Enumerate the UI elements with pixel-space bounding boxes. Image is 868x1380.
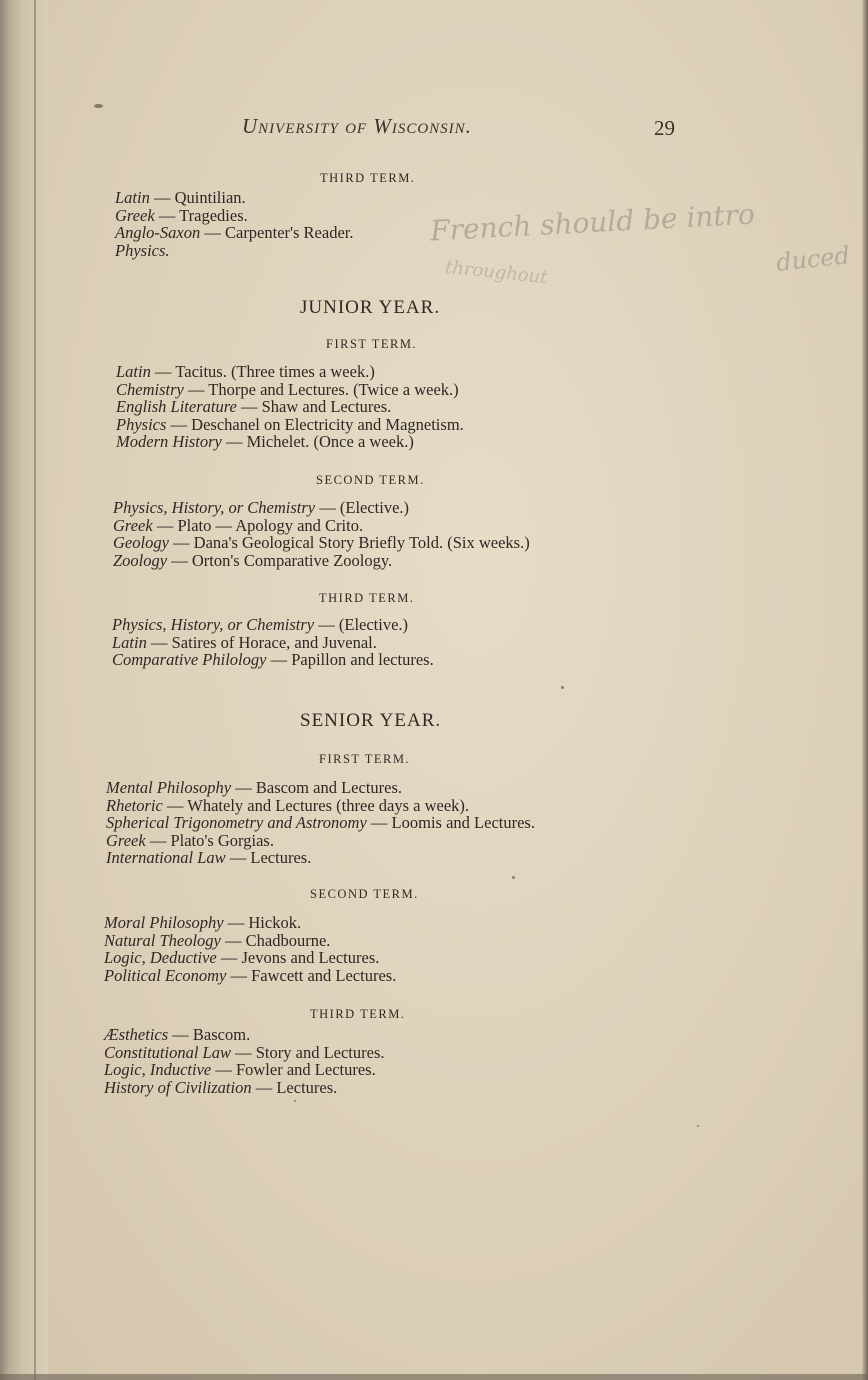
subject: Constitutional Law [104,1042,231,1062]
course-list [113,499,530,569]
course-entry: Constitutional Law — Story and Lectures. [104,1042,385,1062]
subject: Greek [113,515,153,535]
subject: Latin [115,188,150,207]
subject: History of Civilization [104,1077,252,1097]
course-detail: Hickok. [248,913,302,932]
term-heading: SECOND TERM. [316,473,425,487]
subject: International Law [106,848,226,868]
page-bottom-edge [0,1374,868,1380]
course-entry: Latin — Quintilian. [115,188,246,207]
subject: Modern History [116,432,222,452]
course-list [112,616,434,669]
subject: Chemistry [116,379,184,399]
paper-speck [94,104,103,108]
course-entry: Physics, History, or Chemistry — (Elective.) [112,615,409,634]
page-gutter [0,0,48,1380]
term-heading: FIRST TERM. [319,752,411,766]
subject: Zoology [113,550,168,570]
course-detail: Whately and Lectures (three days a week). [187,795,470,815]
course-list [115,189,354,259]
course-detail: Bascom and Lectures. [255,778,403,797]
course-entry: Chemistry — Thorpe and Lectures. (Twice a week.) [116,379,459,399]
paper-speck [561,686,564,689]
course-detail: Carpenter's Reader. [224,223,354,243]
course-detail: Chadbourne. [245,930,331,950]
course-entry [115,242,354,260]
course-detail: Shaw and Lectures. [261,397,392,417]
subject: Spherical Trigonometry and Astronomy [106,813,367,833]
subject: Latin [116,362,151,381]
subject: Physics. [115,240,170,260]
course-entry: Mental Philosophy — Bascom and Lectures. [106,778,403,797]
course-entry: Anglo-Saxon — Carpenter's Reader. [115,223,354,243]
subject: Latin [112,632,147,652]
course-detail: Satires of Horace, and Juvenal. [171,632,377,652]
course-entry: Physics, History, or Chemistry — (Elective.) [113,498,410,517]
course-detail: Loomis and Lectures. [391,813,535,833]
course-detail: Lectures. [250,848,312,868]
course-entry: Geology — Dana's Geological Story Briefly Told. (Six weeks.) [113,533,530,553]
handwritten-note-line3: throughout [444,256,549,289]
course-detail: Plato's Gorgias. [170,830,274,850]
term-heading: THIRD TERM. [310,1007,406,1021]
subject: Mental Philosophy [106,778,232,797]
year-heading: JUNIOR YEAR. [300,297,441,318]
subject: Logic, Deductive [104,948,217,968]
subject: English Literature [116,397,237,417]
course-detail: (Elective.) [339,498,410,517]
course-detail: Bascom. [192,1025,251,1044]
course-detail: Fowler and Lectures. [235,1060,376,1080]
subject: Physics [116,414,167,434]
course-entry: Latin — Satires of Horace, and Juvenal. [112,632,377,652]
term-heading: FIRST TERM. [326,337,418,351]
subject: Rhetoric [106,795,163,815]
course-entry: English Literature — Shaw and Lectures. [116,397,392,417]
term-heading: THIRD TERM. [319,591,415,605]
course-detail: Tragedies. [179,205,248,225]
page-number: 29 [654,116,675,140]
course-entry: Logic, Deductive — Jevons and Lectures. [104,948,380,968]
course-detail: Thorpe and Lectures. (Twice a week.) [208,379,459,399]
course-list [116,363,464,451]
subject: Greek [115,205,155,225]
course-entry: Rhetoric — Whately and Lectures (three days a week). [106,795,470,815]
course-entry: Logic, Inductive — Fowler and Lectures. [104,1060,376,1080]
course-entry: Spherical Trigonometry and Astronomy — Loomis and Lectures. [106,813,535,833]
paper-speck [697,1125,699,1127]
course-entry: Political Economy — Fawcett and Lectures. [104,965,397,985]
course-list [106,779,535,867]
course-detail: Deschanel on Electricity and Magnetism. [191,414,464,434]
course-entry: Physics — Deschanel on Electricity and Magnetism. [116,414,464,434]
course-entry: Zoology — Orton's Comparative Zoology. [113,550,393,570]
subject: Logic, Inductive [104,1060,212,1080]
subject: Greek [106,830,146,850]
course-entry: Greek — Plato's Gorgias. [106,830,274,850]
paper-speck [512,876,515,879]
subject: Physics, History, or Chemistry [113,498,316,517]
course-detail: Lectures. [276,1077,338,1097]
course-list [104,1026,385,1096]
course-detail: Michelet. (Once a week.) [246,432,414,452]
course-entry: History of Civilization — Lectures. [104,1077,338,1097]
course-entry: Comparative Philology — Papillon and lectures. [112,650,434,670]
course-detail: Quintilian. [174,188,246,207]
course-entry: International Law — Lectures. [106,848,312,868]
subject: Geology [113,533,169,553]
course-entry: Modern History — Michelet. (Once a week.) [116,432,414,452]
course-entry: Greek — Tragedies. [115,205,248,225]
term-heading: SECOND TERM. [310,887,419,901]
course-detail: Story and Lectures. [255,1042,385,1062]
course-detail: Tacitus. (Three times a week.) [175,362,375,381]
course-detail: Fawcett and Lectures. [251,965,397,985]
course-detail: Papillon and lectures. [291,650,434,670]
subject: Physics, History, or Chemistry [112,615,315,634]
course-detail: Orton's Comparative Zoology. [191,550,393,570]
course-list [104,914,396,984]
course-entry: Æsthetics — Bascom. [104,1025,251,1044]
term-heading: THIRD TERM. [320,171,416,185]
course-entry: Latin — Tacitus. (Three times a week.) [116,362,375,381]
year-heading: SENIOR YEAR. [300,710,442,731]
running-header: University of Wisconsin. [242,114,472,138]
course-detail: Plato — Apology and Crito. [177,515,364,535]
subject: Moral Philosophy [104,913,224,932]
handwritten-note-line1: French should be intro [429,197,756,248]
page-right-edge [862,0,868,1380]
binding-edge [34,0,36,1380]
subject: Comparative Philology [112,650,267,670]
handwritten-note-line2: duced [774,241,852,277]
course-detail: (Elective.) [338,615,409,634]
subject: Æsthetics [104,1025,169,1044]
course-detail: Dana's Geological Story Briefly Told. (Six weeks.) [193,533,530,553]
subject: Natural Theology [104,930,221,950]
course-entry: Moral Philosophy — Hickok. [104,913,302,932]
paper-speck [294,1100,296,1102]
course-detail: Jevons and Lectures. [241,948,380,968]
subject: Political Economy [104,965,227,985]
course-entry: Natural Theology — Chadbourne. [104,930,331,950]
subject: Anglo-Saxon [115,223,201,243]
course-entry: Greek — Plato — Apology and Crito. [113,515,364,535]
